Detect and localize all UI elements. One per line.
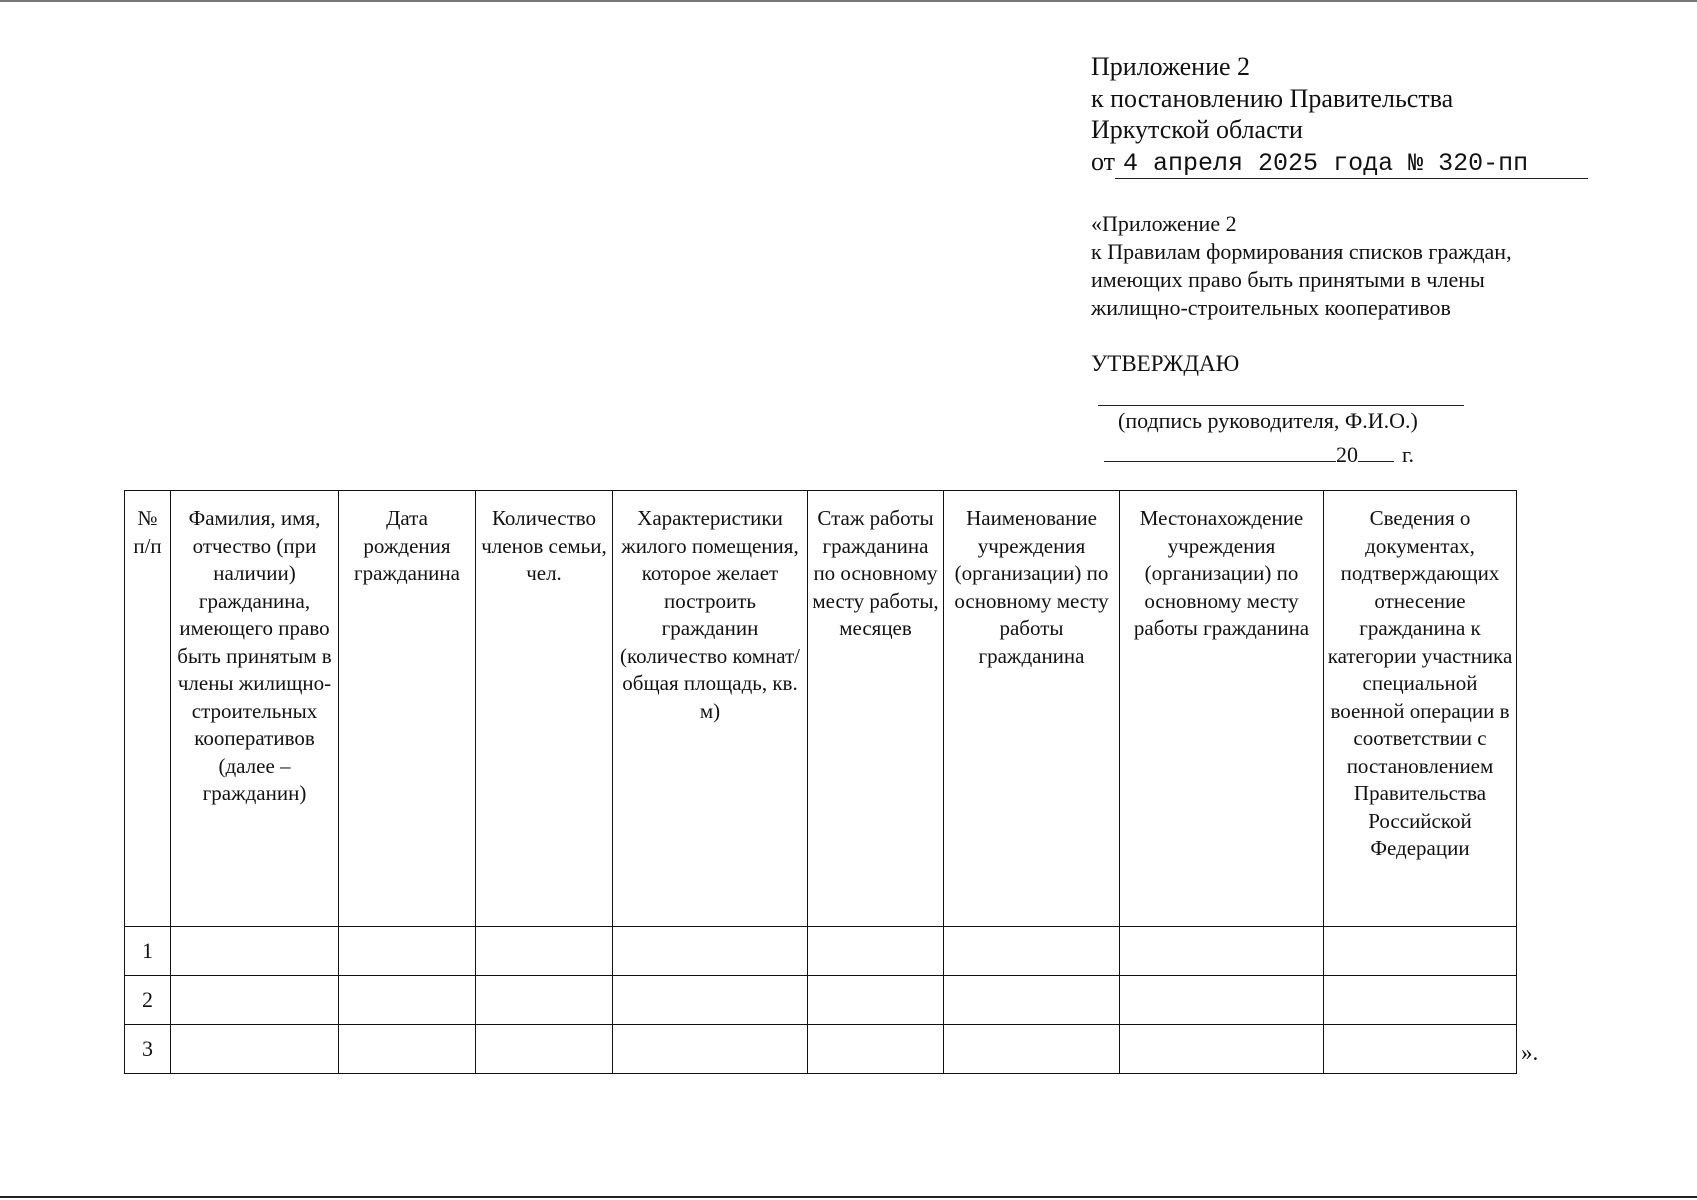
date-year-blank	[1358, 437, 1394, 462]
annex-line-3: Иркутской области	[1091, 115, 1303, 144]
date-suffix: г.	[1402, 442, 1415, 467]
table-cell	[944, 1025, 1120, 1074]
table-cell	[171, 1025, 339, 1074]
page-bottom-edge	[0, 1196, 1697, 1198]
citizens-list-table	[124, 490, 1517, 1074]
table-cell	[1120, 927, 1324, 976]
table-cell	[1120, 1025, 1324, 1074]
header-cell-svo-documents: Сведения о документах, подтверждающих отнесение гражданина к категории участника специальной военной операции в соответствии с постановлением Правительства Российской Федерации	[1324, 491, 1517, 927]
header-cell-dwelling-characteristics: Характеристики жилого помещения, которое желает построить гражданин (количество комнат/общая площадь, кв. м)	[613, 491, 808, 927]
rules-annex-header	[1091, 210, 1611, 322]
table-row	[125, 976, 1517, 1025]
table-header-row	[125, 491, 1517, 927]
table-cell	[944, 976, 1120, 1025]
table-cell	[171, 976, 339, 1025]
approval-date-blank	[1104, 437, 1414, 468]
header-cell-number: № п/п	[125, 491, 171, 927]
rules-annex-line-1: «Приложение 2	[1091, 211, 1237, 236]
approval-title: УТВЕРЖДАЮ	[1091, 351, 1240, 376]
table-cell	[476, 1025, 613, 1074]
annex-line-2: к постановлению Правительства	[1091, 83, 1454, 113]
table-row	[125, 927, 1517, 976]
annex-date-prefix: от	[1091, 146, 1116, 176]
table-row	[125, 1025, 1517, 1074]
annex-date-value: 4 апреля 2025 года № 320-пп	[1115, 150, 1588, 179]
table-cell	[1324, 1025, 1517, 1074]
date-day-month-blank	[1104, 437, 1336, 462]
row-number: 1	[125, 927, 171, 976]
annex-date-line	[1091, 146, 1611, 179]
row-number: 3	[125, 1025, 171, 1074]
header-cell-family-size: Количество членов семьи, чел.	[476, 491, 613, 927]
annex-line-1: Приложение 2	[1091, 52, 1251, 81]
table-cell	[808, 976, 944, 1025]
header-cell-employer-name: Наименование учреждения (организации) по основному месту работы гражданина	[944, 491, 1120, 927]
annex-header	[1091, 51, 1611, 179]
table-cell	[1324, 976, 1517, 1025]
table-cell	[1324, 927, 1517, 976]
closing-quote-mark: ».	[1521, 1040, 1539, 1065]
table-cell	[944, 927, 1120, 976]
header-cell-full-name: Фамилия, имя, отчество (при наличии) гражданина, имеющего право быть принятым в члены жилищно-строительных кооперативов (далее – гражданин)	[171, 491, 339, 927]
rules-annex-line-3: имеющих право быть принятыми в члены	[1091, 267, 1485, 292]
table-cell	[808, 1025, 944, 1074]
signature-caption: (подпись руководителя, Ф.И.О.)	[1118, 408, 1418, 433]
header-cell-birth-date: Дата рождения гражданина	[339, 491, 476, 927]
header-cell-employer-location: Местонахождение учреждения (организации) по основному месту работы гражданина	[1120, 491, 1324, 927]
table-cell	[339, 976, 476, 1025]
page-top-edge	[0, 0, 1697, 2]
header-cell-work-experience: Стаж работы гражданина по основному месту работы, месяцев	[808, 491, 944, 927]
table-cell	[339, 1025, 476, 1074]
table-cell	[171, 927, 339, 976]
table-cell	[613, 976, 808, 1025]
rules-annex-line-4: жилищно-строительных кооперативов	[1091, 295, 1451, 320]
table-cell	[808, 927, 944, 976]
table-cell	[613, 1025, 808, 1074]
date-year-prefix: 20	[1336, 442, 1358, 467]
rules-annex-line-2: к Правилам формирования списков граждан,	[1091, 239, 1512, 264]
table-cell	[476, 976, 613, 1025]
row-number: 2	[125, 976, 171, 1025]
table-cell	[476, 927, 613, 976]
table-cell	[613, 927, 808, 976]
signature-line	[1098, 405, 1464, 406]
table-cell	[1120, 976, 1324, 1025]
table-cell	[339, 927, 476, 976]
